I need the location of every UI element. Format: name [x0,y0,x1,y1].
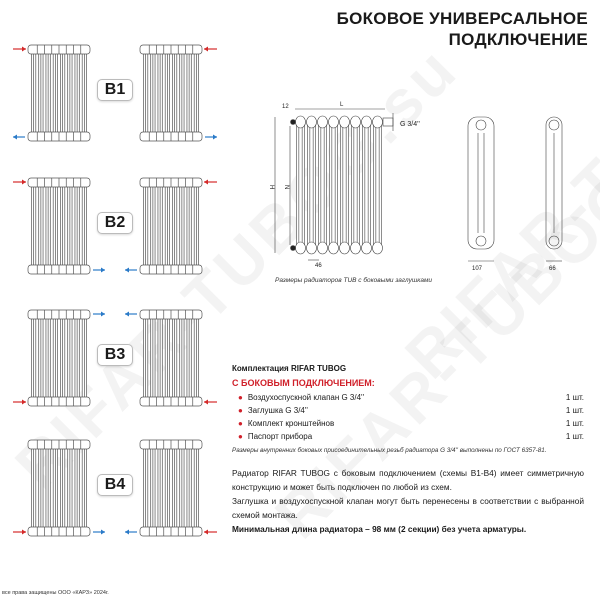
scheme-b4 [0,433,230,543]
radiator-icon [28,310,90,406]
radiator-icon [140,45,202,141]
scheme-label: B1 [97,79,133,101]
flow-arrow-icon [93,268,105,273]
item-qty: 1 шт. [565,393,584,402]
flow-arrow-icon [125,530,137,535]
flow-arrow-icon [13,135,25,140]
radiator-icon [140,440,202,536]
flow-arrow-icon [13,180,26,185]
dim-n: N [283,185,289,190]
front-view [291,113,394,254]
flow-arrow-icon [13,47,26,52]
flow-arrow-icon [125,268,137,273]
title-line-2: ПОДКЛЮЧЕНИЕ [448,30,588,49]
list-item [232,430,584,443]
flow-arrow-icon [93,530,105,535]
radiator-icon [140,310,202,406]
item-name: Комплект кронштейнов [247,419,335,428]
copyright: все права защищены ООО «КАРЗ» 2024г. [2,590,109,596]
list-item [232,417,584,430]
kit-heading: Комплектация RIFAR TUBOG [232,364,347,373]
scheme-b1 [0,38,230,148]
scheme-b3 [0,303,230,413]
bullet-icon: ● [238,393,243,402]
item-name: Воздухоспускной клапан G 3/4'' [247,393,365,402]
dim-12: 12 [282,104,289,110]
scheme-label: B4 [97,474,133,496]
paragraph: Радиатор RIFAR TUBOG с боковым подключением (схемы B1-B4) имеет симметричную конструкцию и может быть подключен по любой из схем. [232,468,584,492]
flow-arrow-icon [204,400,217,405]
item-qty: 1 шт. [565,432,584,441]
kit-section [232,364,584,454]
flow-arrow-icon [204,530,217,535]
flow-arrow-icon [204,180,217,185]
dim-g: G 3/4'' [400,121,420,128]
dimension-drawing [250,95,590,275]
title-line-1: БОКОВОЕ УНИВЕРСАЛЬНОЕ [336,9,588,28]
dim-l: L [340,102,344,108]
item-qty: 1 шт. [565,406,584,415]
flow-arrow-icon [13,400,26,405]
radiator-icon [28,440,90,536]
flow-arrow-icon [125,312,137,317]
page-title [337,8,588,50]
dim-66: 66 [549,266,556,272]
radiator-icon [28,178,90,274]
flow-arrow-icon [204,47,217,52]
scheme-label: B2 [97,212,133,234]
kit-subheading: С БОКОВЫМ ПОДКЛЮЧЕНИЕМ: [232,378,375,388]
list-item [232,404,584,417]
description [232,466,584,536]
flow-arrow-icon [205,135,217,140]
dim-h: H [268,185,274,190]
flow-arrow-icon [93,312,105,317]
list-item [232,391,584,404]
item-name: Заглушка G 3/4'' [247,406,308,415]
bullet-icon: ● [238,406,243,415]
bullet-icon: ● [238,432,243,441]
scheme-label: B3 [97,344,133,366]
radiator-icon [140,178,202,274]
dim-46: 46 [315,263,322,269]
paragraph: Заглушка и воздухоспускной клапан могут быть перенесены в соответствии с выбранной схемой монтажа. [232,496,584,520]
dim-107: 107 [472,266,483,272]
flow-arrow-icon [13,530,26,535]
paragraph-bold: Минимальная длина радиатора – 98 мм (2 секции) без учета арматуры. [232,524,527,534]
item-qty: 1 шт. [565,419,584,428]
scheme-b2 [0,171,230,281]
item-name: Паспорт прибора [247,432,313,441]
kit-note: Размеры внутренних боковых присоединительных резьб радиатора G 3/4'' выполнены по ГОСТ 6357-81. [232,447,547,454]
bullet-icon: ● [238,419,243,428]
drawing-caption: Размеры радиаторов TUB с боковыми заглушками [275,277,433,284]
radiator-icon [28,45,90,141]
